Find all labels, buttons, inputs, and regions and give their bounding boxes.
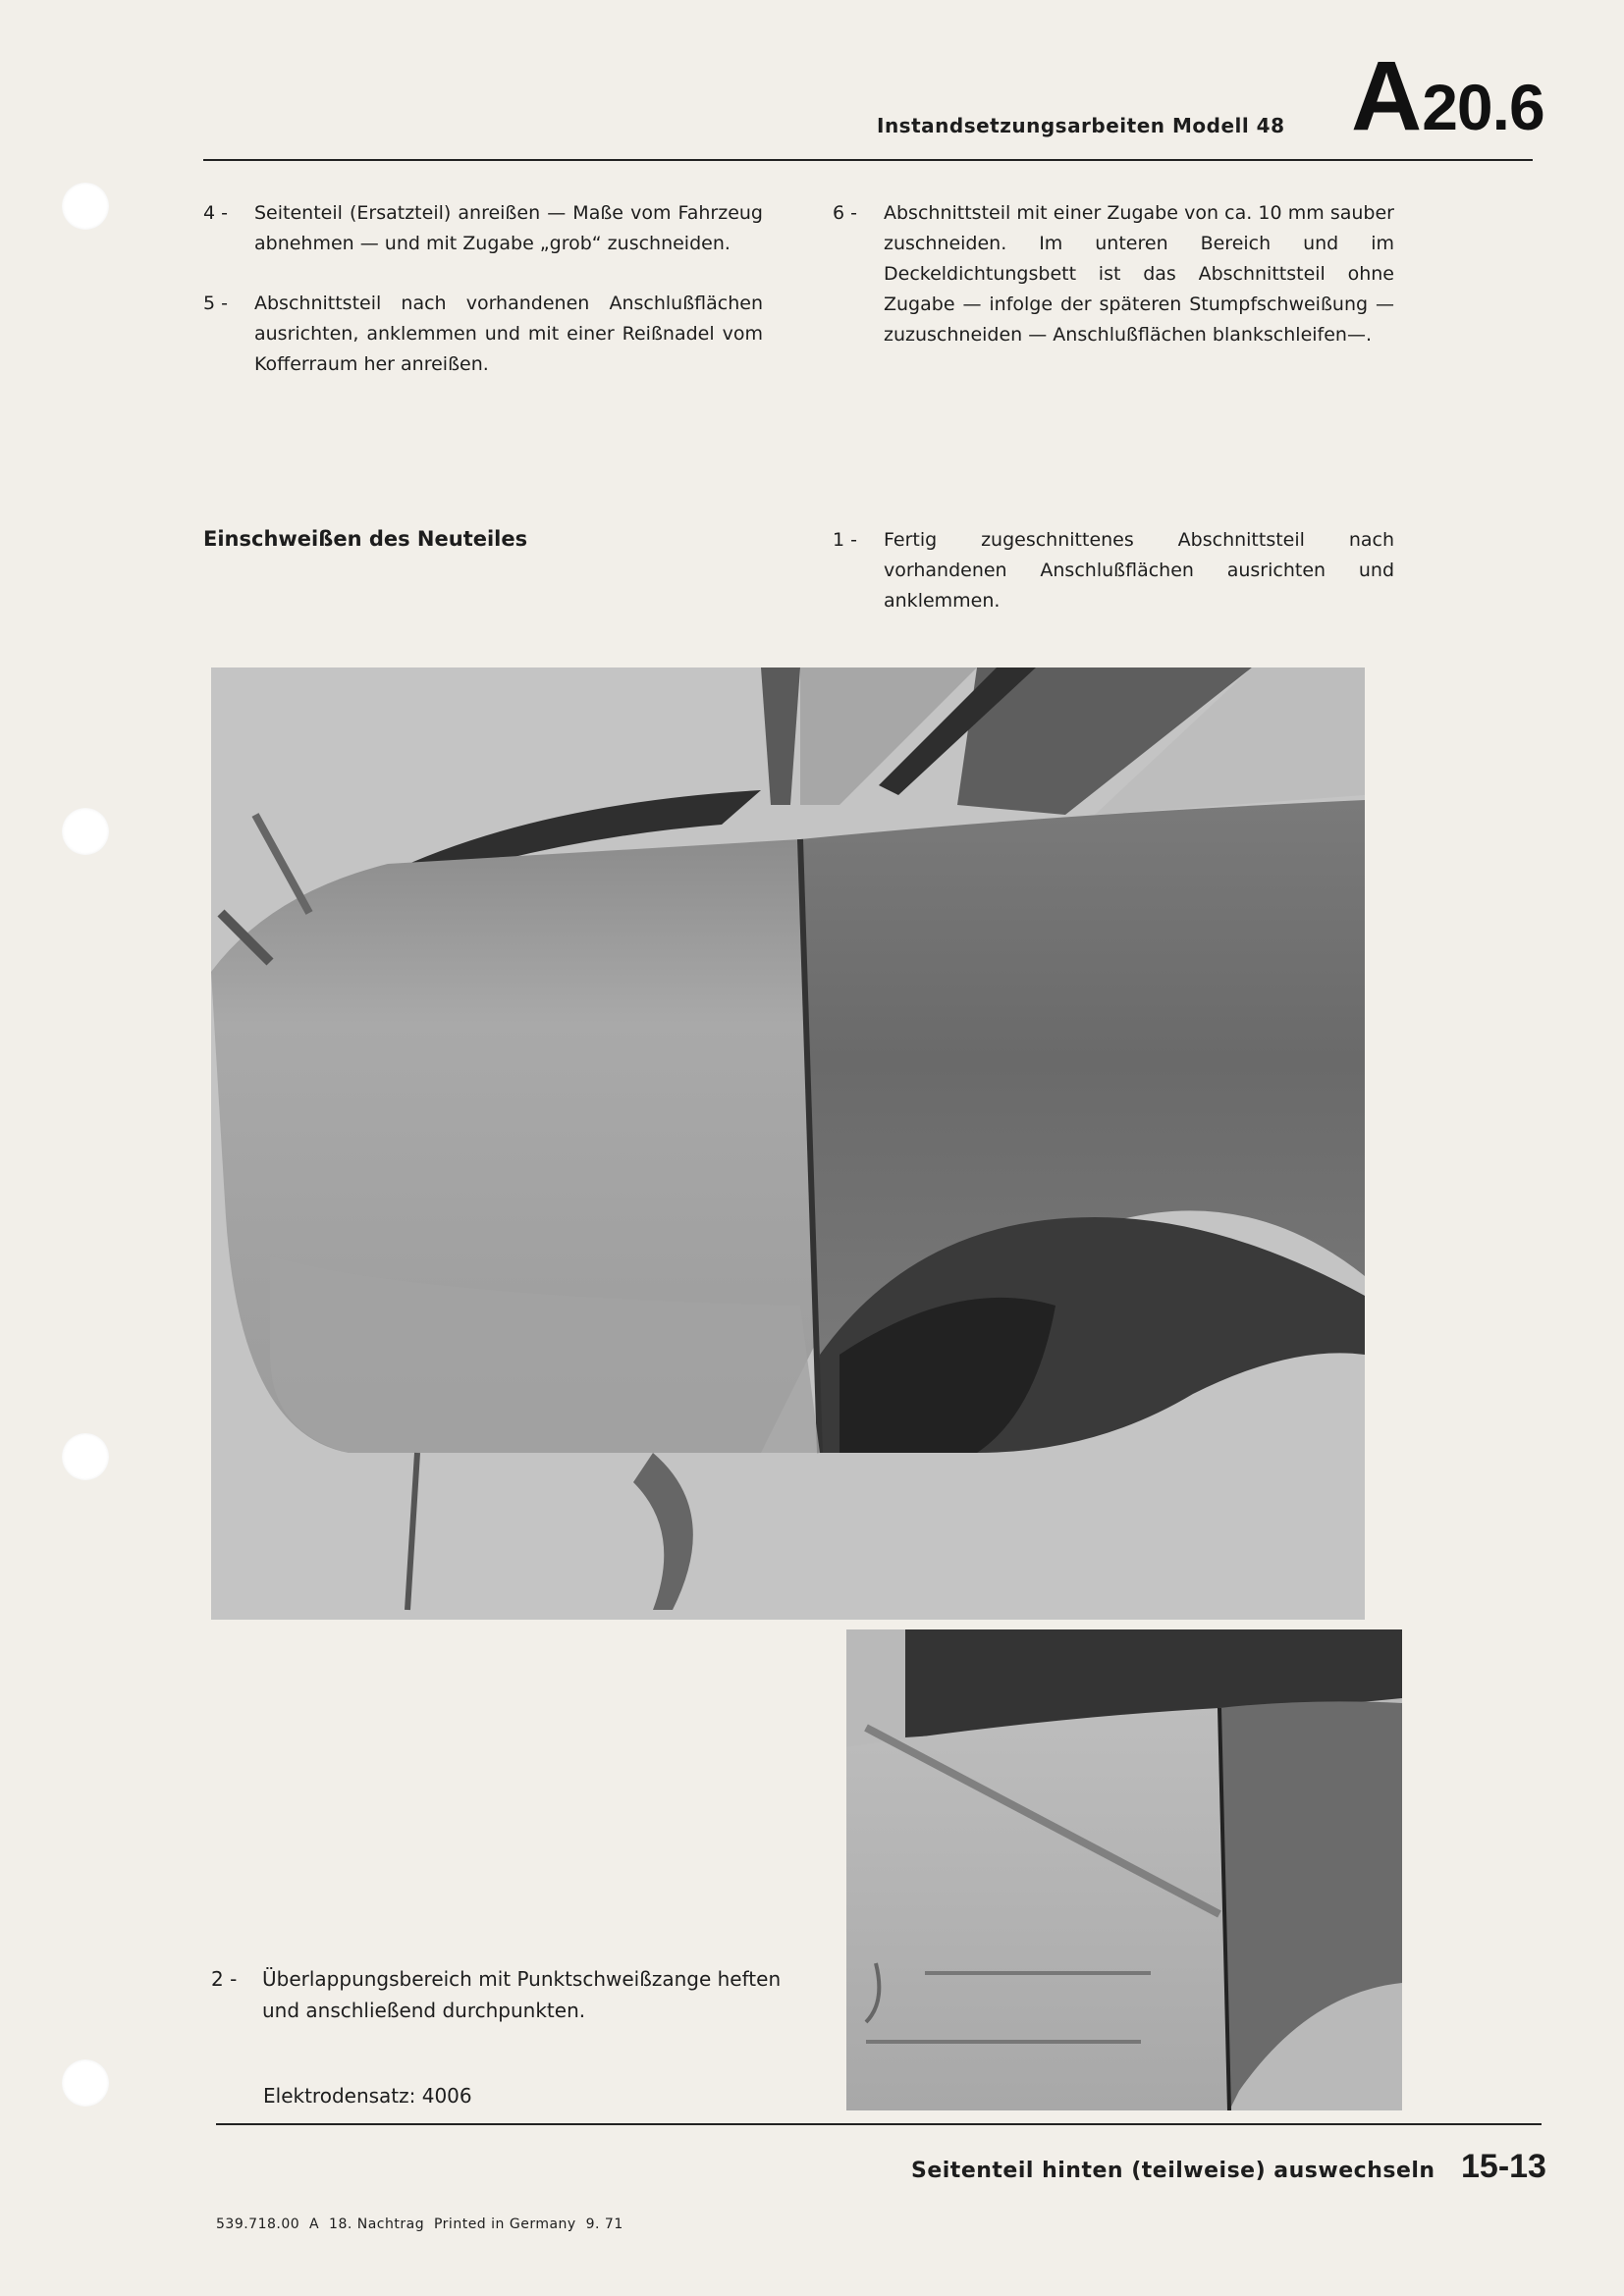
- header-code-number: 20.6: [1422, 71, 1544, 143]
- step-number: 2 -: [211, 1967, 238, 1991]
- header-code-letter: A: [1351, 41, 1423, 151]
- step-text: Seitenteil (Ersatzteil) anreißen — Maße vom Fahrzeug abnehmen — und mit Zugabe „grob“ zuschneiden.: [254, 202, 763, 254]
- car-panel-illustration: [211, 667, 1365, 1620]
- section2-step1-wrap: [833, 525, 1394, 616]
- weld-detail-illustration: [846, 1629, 1402, 2110]
- right-steps: [833, 198, 1394, 350]
- step-number: 6 -: [833, 202, 857, 224]
- section-title: Einschweißen des Neuteiles: [203, 527, 528, 551]
- section2-step-2: [211, 1963, 785, 2026]
- left-steps: [203, 198, 763, 380]
- step-text: Fertig zugeschnittenes Abschnittsteil nach vorhandenen Anschlußflächen ausrichten und anklemmen.: [884, 529, 1394, 612]
- header-code: [1351, 41, 1544, 151]
- step-text: Abschnittsteil nach vorhandenen Anschlußflächen ausrichten, anklemmen und mit einer Reißnadel vom Kofferraum her anreißen.: [254, 293, 763, 375]
- step-4: [203, 198, 763, 259]
- print-line: 539.718.00 A 18. Nachtrag Printed in Germany 9. 71: [216, 2216, 623, 2232]
- step-number: 5 -: [203, 293, 228, 314]
- header-rule: [203, 159, 1533, 161]
- step-text: Überlappungsbereich mit Punktschweißzange heften und anschließend durchpunkten.: [262, 1967, 782, 2022]
- step-5: [203, 289, 763, 380]
- footer-title: Seitenteil hinten (teilweise) auswechseln: [911, 2159, 1435, 2183]
- car-panel-photo-small: [846, 1629, 1402, 2110]
- step-number: 4 -: [203, 202, 228, 224]
- footer-rule: [216, 2123, 1542, 2125]
- binder-hole-2: [62, 808, 109, 855]
- electrode-set: Elektrodensatz: 4006: [263, 2084, 472, 2108]
- binder-hole-3: [62, 1433, 109, 1480]
- step-text: Abschnittsteil mit einer Zugabe von ca. 10 mm sauber zuschneiden. Im unteren Bereich und im Deckeldichtungsbett ist das Abschnittsteil ohne Zugabe — infolge der späteren Stumpfschweißung — zuzuschneiden — Anschlußflächen blankschleifen—.: [884, 202, 1394, 346]
- section2-step2-wrap: [211, 1963, 785, 2026]
- binder-hole-1: [62, 183, 109, 230]
- page-number: 15-13: [1461, 2148, 1546, 2185]
- step-6: [833, 198, 1394, 350]
- car-panel-photo-large: [211, 667, 1365, 1620]
- header-subtitle: Instandsetzungsarbeiten Modell 48: [877, 114, 1285, 137]
- step-number: 1 -: [833, 529, 857, 551]
- section2-step-1: [833, 525, 1394, 616]
- binder-hole-4: [62, 2059, 109, 2107]
